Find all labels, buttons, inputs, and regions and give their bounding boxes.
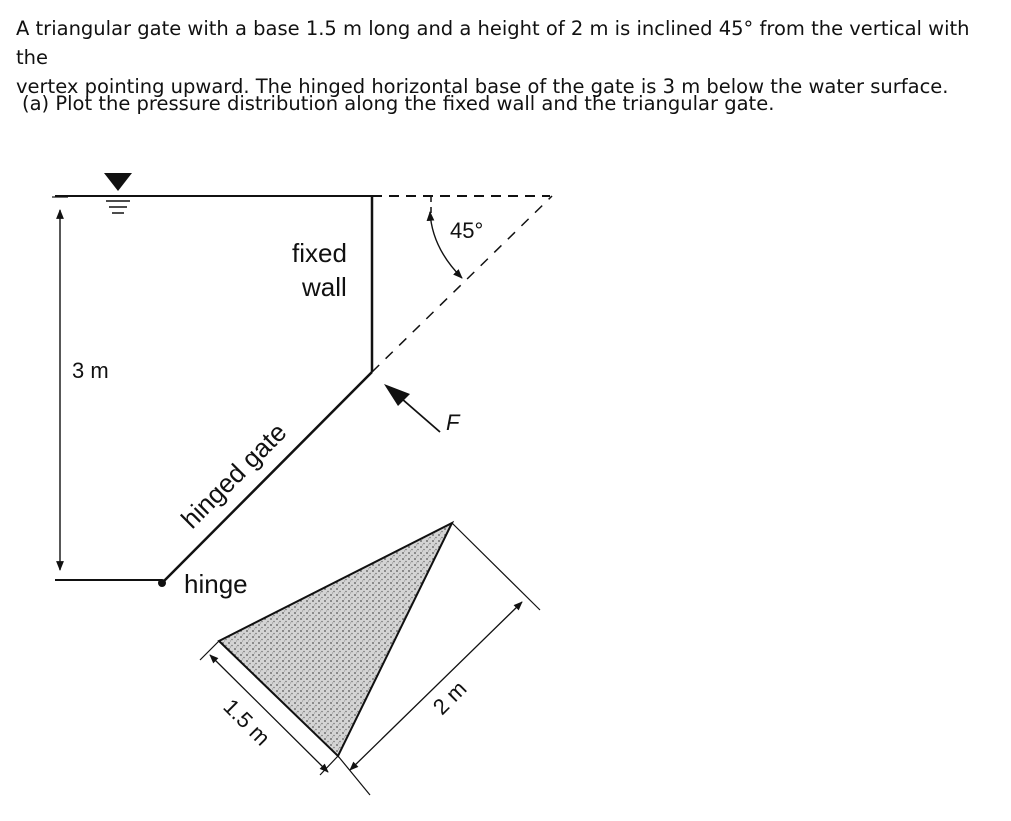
base-label: 1.5 m — [218, 693, 276, 751]
height-extension-line-1 — [452, 523, 540, 610]
problem-line-1: A triangular gate with a base 1.5 m long and a height of 2 m is inclined 45° from the vertical with the — [16, 17, 970, 69]
fixed-wall-label-line1: fixed — [292, 238, 347, 268]
force-label: F — [446, 410, 460, 435]
angle-label: 45° — [450, 218, 484, 243]
part-a-question: (a) Plot the pressure distribution along the fixed wall and the triangular gate. — [22, 92, 775, 115]
depth-label: 3 m — [72, 358, 109, 383]
base-extension-line-1 — [200, 641, 219, 660]
fixed-wall-label-line2: wall — [302, 272, 347, 302]
base-extension-line-2 — [320, 756, 338, 775]
height-label: 2 m — [427, 675, 472, 720]
hinged-gate — [162, 372, 372, 583]
problem-line-2: vertex pointing upward. The hinged horizontal base of the gate is 3 m below the water surface. — [16, 75, 949, 98]
hinge-point — [158, 579, 166, 587]
hinge-label: hinge — [184, 569, 248, 599]
hinged-gate-label: hinged gate — [175, 416, 293, 535]
height-extension-line-2 — [338, 756, 370, 795]
free-surface-icon — [104, 173, 132, 213]
